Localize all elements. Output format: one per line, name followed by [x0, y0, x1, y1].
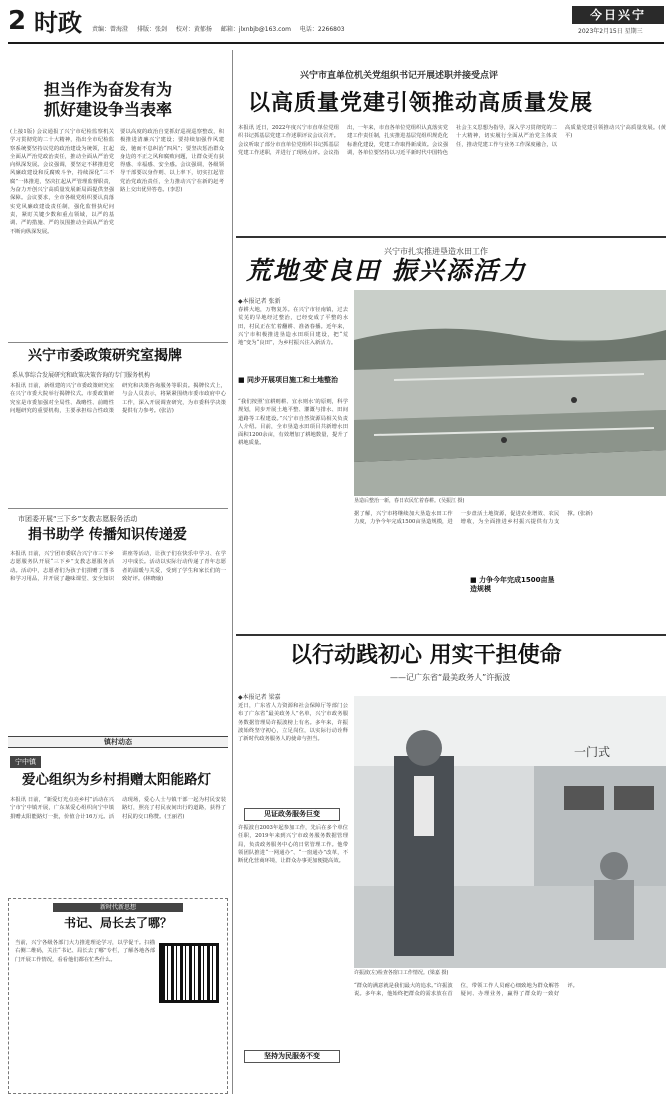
town-tag-label: 宁中镇 — [15, 758, 36, 766]
article6-byline: ◆本报记者 张新 — [238, 298, 281, 305]
article7-title: 以行动践初心 用实干担使命 — [290, 642, 562, 668]
page-header — [8, 6, 664, 42]
page-number: 2 — [8, 6, 27, 36]
article3-kicker: 市团委开展“三下乡”支教志愿服务活动 — [18, 515, 138, 523]
article3-title: 捐书助学 传播知识传递爱 — [28, 527, 187, 543]
divider — [236, 236, 666, 238]
section-title: 时政 — [34, 9, 82, 37]
divider — [8, 508, 228, 509]
article1-body-col2: 要以高度的政治自觉抓好巡视巡察整改，积极推进清廉兴宁建设；要持续加强作风建设，驰而不息纠治“四风”；要坚决惩治群众身边的不正之风和腐败问题，让群众更有获得感、幸福感、安全感。会议强调，各级领导干部要以身作则、以上率下，切实扛起管党治党政治责任，全力推动兴宁在新的赶考路上交出优异答卷。(李思) — [120, 129, 224, 194]
article6-title: 荒地变良田 振兴添活力 — [246, 256, 527, 285]
article7-byline: ◆本报记者 梁嘉 — [238, 694, 281, 701]
article6-subhead1: ■ 同步开展项目施工和土地整治 — [238, 376, 339, 384]
divider — [236, 634, 666, 636]
email-label: 邮箱：jlxnbjb@163.com — [220, 26, 291, 33]
article2-body: 本报讯 日前，新组建的兴宁市委政策研究室在兴宁市委大院举行揭牌仪式。市委政策研究室是市委加强对全局性、战略性、前瞻性问题研究的重要机构，主要承担综合性政策研究和决策咨询服务等职责。揭牌仪式上，与会人员表示，将紧紧围绕市委市政府中心工作，深入开展调查研究，为市委科学决策提供有力参考。(张洁) — [10, 383, 226, 414]
office-photo-caption: 许振波(左)检查各窗口工作情况。(梁嘉 摄) — [354, 970, 449, 976]
section-label-bar — [8, 736, 228, 748]
office-image — [354, 696, 666, 968]
editor-info — [92, 26, 352, 34]
phone-label: 电话：2266803 — [299, 26, 345, 33]
article7-subhead1: 见证政务服务巨变 — [244, 808, 340, 821]
farmland-photo-caption: 垦造后整治一新，春日农民忙着春耕。(吴振江 摄) — [354, 498, 465, 504]
article7-subtitle: ——记广东省“最美政务人”许振波 — [390, 673, 511, 682]
proofread-label: 校对：黄郁扬 — [175, 26, 212, 33]
farmland-photo — [354, 290, 666, 496]
layout-label: 排版：张剑 — [136, 26, 167, 33]
column-divider — [232, 50, 233, 1094]
article6-body3: 据了解，兴宁市将继续加大垦造水田工作力度，力争今年完成1500亩垦造规模，进一步盘活土地资源，促进农业增效、农民增收，为全面推进乡村振兴提供有力支撑。(张新) — [354, 511, 593, 526]
article7-body2: 许振波自2003年起参加工作，先后在多个单位任职，2019年来到兴宁市政务服务数据管理局，负责政务服务中心的日常管理工作。他带领团队推进“一网通办”、“一窗通办”改革，不断优化营商环境，让群众办事更加便捷高效。 — [238, 825, 348, 865]
article6-kicker: 兴宁市扎实推进垦造水田工作 — [384, 247, 488, 256]
promo-header: 新时代新思想 — [53, 903, 183, 912]
article6-body2: “我们按照‘宜耕则耕、宜水则水’的原则，科学规划，同步开展土地平整、灌溉与排水、田间道路等工程建设。”兴宁市自然资源局相关负责人介绍。目前，全市垦造水田项目共新增水田面积1200余亩，有效增加了耕地数量，提升了耕地质量。 — [238, 399, 348, 447]
article4-title: 爱心组织为乡村捐赠太阳能路灯 — [22, 772, 211, 788]
article7-body: 近日，广东省人力资源和社会保障厅等部门公布了广东省“最美政务人”名单，兴宁市政务服务数据管理局许振波榜上有名。多年来，许振波始终坚守初心，立足岗位，以实际行动诠释了新时代政务服务人的使命与担当。 — [238, 703, 348, 743]
article1-title-line2: 抓好建设争当表率 — [44, 100, 173, 119]
header-divider — [8, 42, 664, 44]
divider — [8, 342, 228, 343]
svg-text:一门式: 一门式 — [574, 745, 611, 759]
farmland-image — [354, 290, 666, 496]
promo-title: 书记、局长去了哪？ — [63, 916, 172, 930]
office-photo — [354, 696, 666, 968]
article3-body: 本报讯 日前，兴宁团市委联合兴宁市三下乡志愿服务队开展“三下乡”支教志愿服务活动。活动中，志愿者们为孩子们捐赠了图书和学习用品，并开展了趣味课堂、安全知识讲座等活动，让孩子们在快乐中学习、在学习中成长。活动以实际行动传递了青年志愿者的温暖与关爱，受到了学生和家长们的一致好评。(林晓瑜) — [10, 551, 226, 582]
issue-date: 2023年2月15日 星期三 — [578, 28, 643, 35]
qr-code-icon[interactable] — [159, 943, 219, 1003]
article5-kicker: 兴宁市直单位机关党组织书记开展述职并接受点评 — [300, 71, 499, 81]
promo-body: 当前，兴宁各级各部门大力推进理论学习，以学促干。扫描右侧二维码，关注“书记、局长去了哪”专栏，了解各地各部门开展工作情况，看看他们都在忙些什么。 — [15, 940, 155, 963]
article6-subhead2: ■ 力争今年完成1500亩垦造规模 — [470, 576, 560, 594]
article5-body: 本报讯 近日，2022年度兴宁市直单位党组织书记抓基层党建工作述职评议会议召开。会议听取了部分市直单位党组织书记抓基层党建工作述职，并进行了现场点评。会议指出，一年来，市直各单位党组织认真落实党建工作责任制，扎实推进基层党组织规范化标准化建设，党建工作取得新成效。会议强调，各单位要坚持以习近平新时代中国特色社会主义思想为指导，深入学习贯彻党的二十大精神，切实履行全面从严治党主体责任，推动党建工作与业务工作深度融合，以高质量党建引领推动兴宁高质量发展。(黄平) — [238, 125, 666, 156]
editor-label: 责编：曾海澄 — [92, 26, 129, 33]
town-tag — [10, 756, 41, 768]
section-label: 镇村动态 — [104, 738, 132, 746]
newspaper-logo: 今日兴宁 — [572, 6, 664, 24]
article1-title-line1: 担当作为奋发有为 — [44, 80, 173, 99]
article5-title: 以高质量党建引领推动高质量发展 — [248, 90, 594, 116]
article6-body: 春耕大地，万物复苏。在兴宁市径南镇，过去荒芜的旱地经过整治，已经变成了平整的水田，村民正在忙着翻耕、准备春播。近年来，兴宁市积极推进垦造水田项目建设，把“荒地”变为“良田”，为乡村振兴注入新活力。 — [238, 307, 348, 347]
article2-title: 兴宁市委政策研究室揭牌 — [28, 348, 182, 364]
promo-box — [8, 898, 228, 1094]
article7-subhead2: 坚持为民服务不变 — [244, 1050, 340, 1063]
article7-body3: “群众的满意就是我们最大的追求。”许振波说。多年来，他始终把群众的需求放在首位，带领工作人员耐心细致地为群众解答疑问、办理业务，赢得了群众的一致好评。 — [354, 983, 578, 998]
article4-body: 本报讯 日前，“新爱灯光点亮乡村”活动在兴宁市宁中镇开展，广东某爱心组织向宁中镇捐赠太阳能路灯一批，价值合计16万元。活动现场，爱心人士与镇干部一起为村民安装路灯，照亮了村民夜间出行的道路，获得了村民的交口称赞。(王丽君) — [10, 797, 226, 820]
article2-subtitle: 系从事综合发展研究和政策决策咨询的专门服务机构 — [12, 372, 151, 379]
article1-body-col1: (上接1版) 会议通报了兴宁市纪检监察机关学习贯彻党的二十大精神，指出全市纪检监察系统要坚持以党的政治建设为统领，扛起全面从严治党政治责任，推动全面从严治党向纵深发展。会议强调，要坚定不移推进党风廉政建设和反腐败斗争，持续深化“三不腐”一体推进，坚决扛起从严管理监督职责，为奋力开创兴宁高质量发展新局面提供坚强保障。会议要求，全市各级党组织要认真落实党风廉政建设责任制，强化监督执纪问责，紧盯关键少数和重点领域，以严的基调、严的措施、严的氛围推动全面从严治党不断向纵深发展。 — [10, 129, 114, 235]
